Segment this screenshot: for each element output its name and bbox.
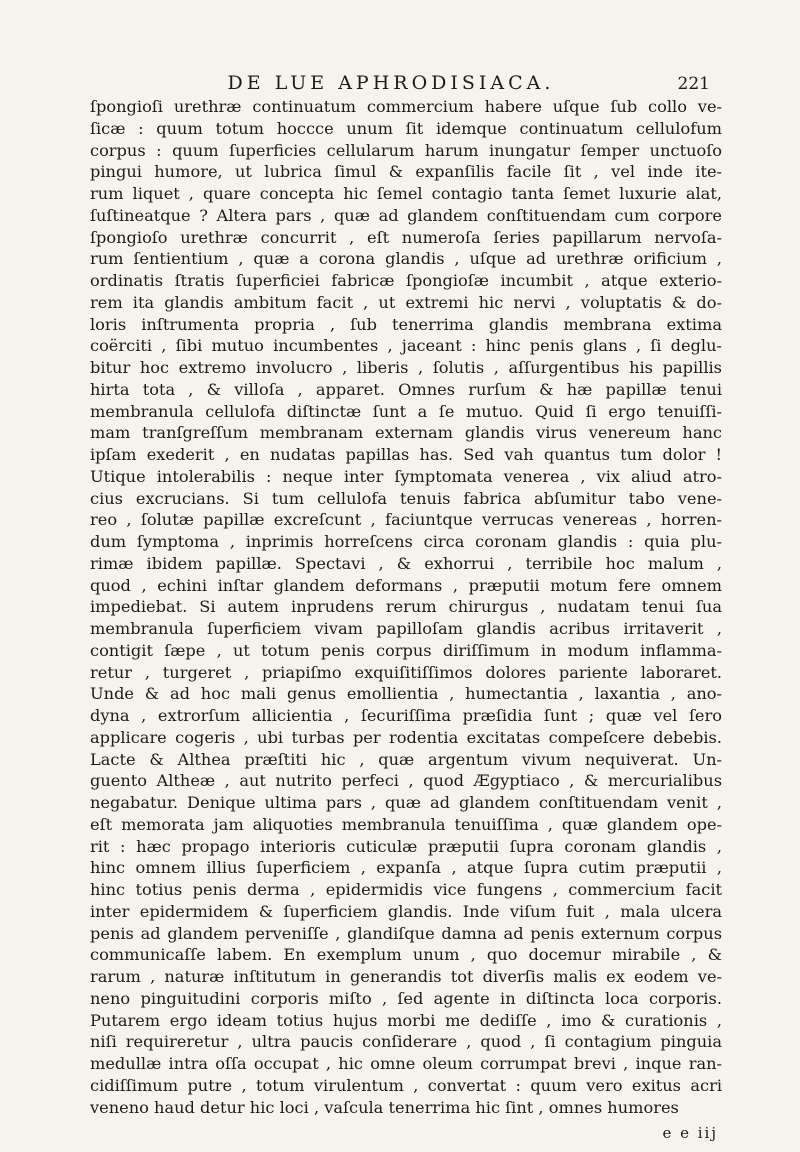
body-text: [90, 96, 722, 1118]
text-line: neno pinguitudini corporis miſto , ſed agente in diſtincta loca corporis.: [90, 988, 722, 1008]
text-line: cidiſſimum putre , totum virulentum , convertat : quum vero exitus acri: [90, 1075, 722, 1095]
text-line: quod , echini inſtar glandem deformans , præputii motum fere omnem: [90, 575, 722, 595]
text-line: hinc omnem illius ſuperficiem , expanſa , atque ſupra cutim præputii ,: [90, 858, 722, 878]
text-line: coërciti , ſibi mutuo incumbentes , jaceant : hinc penis glans , ſi deglu-: [90, 336, 722, 356]
text-line: penis ad glandem perveniſſe , glandiſque damna ad penis externum corpus: [90, 923, 722, 943]
text-line: veneno haud detur hic loci , vaſcula tenerrima hic ſint , omnes humores: [90, 1097, 679, 1117]
text-line: mam tranſgreſſum membranam externam glandis virus venereum hanc: [90, 423, 722, 443]
text-line: rimæ ibidem papillæ. Spectavi , & exhorrui , terribile hoc malum ,: [90, 553, 722, 573]
text-line: reo , ſolutæ papillæ excreſcunt , faciuntque verrucas venereas , horren-: [90, 510, 722, 530]
text-line: medullæ intra oſſa occupat , hic omne oleum corrumpat brevi , inque ran-: [90, 1054, 722, 1073]
text-line: hinc totius penis derma , epidermidis vice fungens , commercium facit: [90, 880, 722, 899]
text-line: ipſam exederit , en nudatas papillas has. Sed vah quantus tum dolor !: [90, 445, 722, 464]
text-line: corpus : quum ſuperficies cellularum harum inungatur ſemper unctuoſo: [90, 140, 722, 160]
text-line: ſuſtineatque ? Altera pars , quæ ad glandem conſtituendam cum corpore: [90, 205, 722, 225]
text-line: pingui humore, ut lubrica ſimul & expanſilis facile ſit , vel inde ite-: [90, 162, 722, 182]
text-line: dyna , extrorſum allicientia , ſecuriſſima præſidia ſunt ; quæ vel ſero: [90, 706, 722, 725]
text-line: hirta tota , & villoſa , apparet. Omnes rurſum & hæ papillæ tenui: [90, 379, 722, 399]
text-line: membranula ſuperficiem vivam papilloſam glandis acribus irritaverit ,: [90, 619, 722, 638]
text-line: impediebat. Si autem inprudens rerum chirurgus , nudatam tenui ſua: [90, 597, 722, 617]
text-line: ſpongioſo urethræ concurrit , eſt numeroſa ſeries papillarum nervoſa-: [90, 227, 722, 247]
text-line: dum ſymptoma , inprimis horreſcens circa coronam glandis : quia plu-: [90, 532, 722, 551]
text-line: ſpongioſi urethræ continuatum commercium habere uſque ſub collo ve-: [90, 97, 722, 116]
running-title: DE LUE APHRODISIACA.: [227, 72, 555, 94]
text-line: ſicæ : quum totum hoccce unum ſit idemque continuatum cellulofum: [90, 118, 722, 138]
text-line: membranula cellulofa diſtinctæ ſunt a ſe mutuo. Quid ſi ergo tenuiſſi-: [90, 401, 722, 421]
text-line: loris inſtrumenta propria , ſub tenerrima glandis membrana extima: [90, 314, 722, 334]
text-line: guento Altheæ , aut nutrito perfeci , quod Ægyptiaco , & mercurialibus: [90, 771, 722, 791]
text-line: inter epidermidem & ſuperficiem glandis. Inde viſum fuit , mala ulcera: [90, 901, 722, 921]
text-line: Utique intolerabilis : neque inter ſymptomata venerea , vix aliud atro-: [90, 466, 722, 486]
text-line: eſt memorata jam aliquoties membranula tenuiſſima , quæ glandem ope-: [90, 814, 722, 834]
text-line: negabatur. Denique ultima pars , quæ ad glandem conſtituendam venit ,: [90, 793, 722, 812]
text-line: applicare cogeris , ubi turbas per rodentia excitatas compeſcere debebis.: [90, 727, 722, 747]
text-line: Unde & ad hoc mali genus emollientia , humectantia , laxantia , ano-: [90, 684, 722, 704]
text-line: rarum , naturæ inſtitutum in generandis tot diverſis malis ex eodem ve-: [90, 967, 722, 986]
text-line: retur , turgeret , priapiſmo exquiſitiſſimos dolores pariente laboraret.: [90, 662, 722, 682]
text-line: Putarem ergo ideam totius hujus morbi me dediſſe , imo & curationis ,: [90, 1010, 722, 1030]
text-line: rit : hæc propago interioris cuticulæ præputii ſupra coronam glandis ,: [90, 836, 722, 856]
signature-mark: e e iij: [662, 1124, 718, 1142]
page-number: 221: [677, 74, 710, 94]
text-line: cius excrucians. Si tum cellulofa tenuis fabrica abſumitur tabo vene-: [90, 488, 722, 508]
text-line: rem ita glandis ambitum facit , ut extremi hic nervi , voluptatis & do-: [90, 292, 722, 312]
text-line: ordinatis ſtratis ſuperficiei fabricæ ſpongioſæ incumbit , atque exterio-: [90, 271, 722, 290]
text-line: communicaſſe labem. En exemplum unum , quo docemur mirabile , &: [90, 945, 722, 965]
text-line: Lacte & Althea præſtiti hic , quæ argentum vivum nequiverat. Un-: [90, 749, 722, 769]
text-line: rum ſentientium , quæ a corona glandis , uſque ad urethræ orificium ,: [90, 249, 722, 269]
text-line: bitur hoc extremo involucro , liberis , ſolutis , aſſurgentibus his papillis: [90, 358, 722, 377]
text-line: contigit ſæpe , ut totum penis corpus diriſſimum in modum inflamma-: [90, 640, 722, 660]
text-line: niſi requireretur , ultra paucis conſiderare , quod , ſi contagium pinguia: [90, 1032, 722, 1052]
text-line: rum liquet , quare concepta hic ſemel contagio tanta ſemet luxurie alat,: [90, 184, 722, 203]
